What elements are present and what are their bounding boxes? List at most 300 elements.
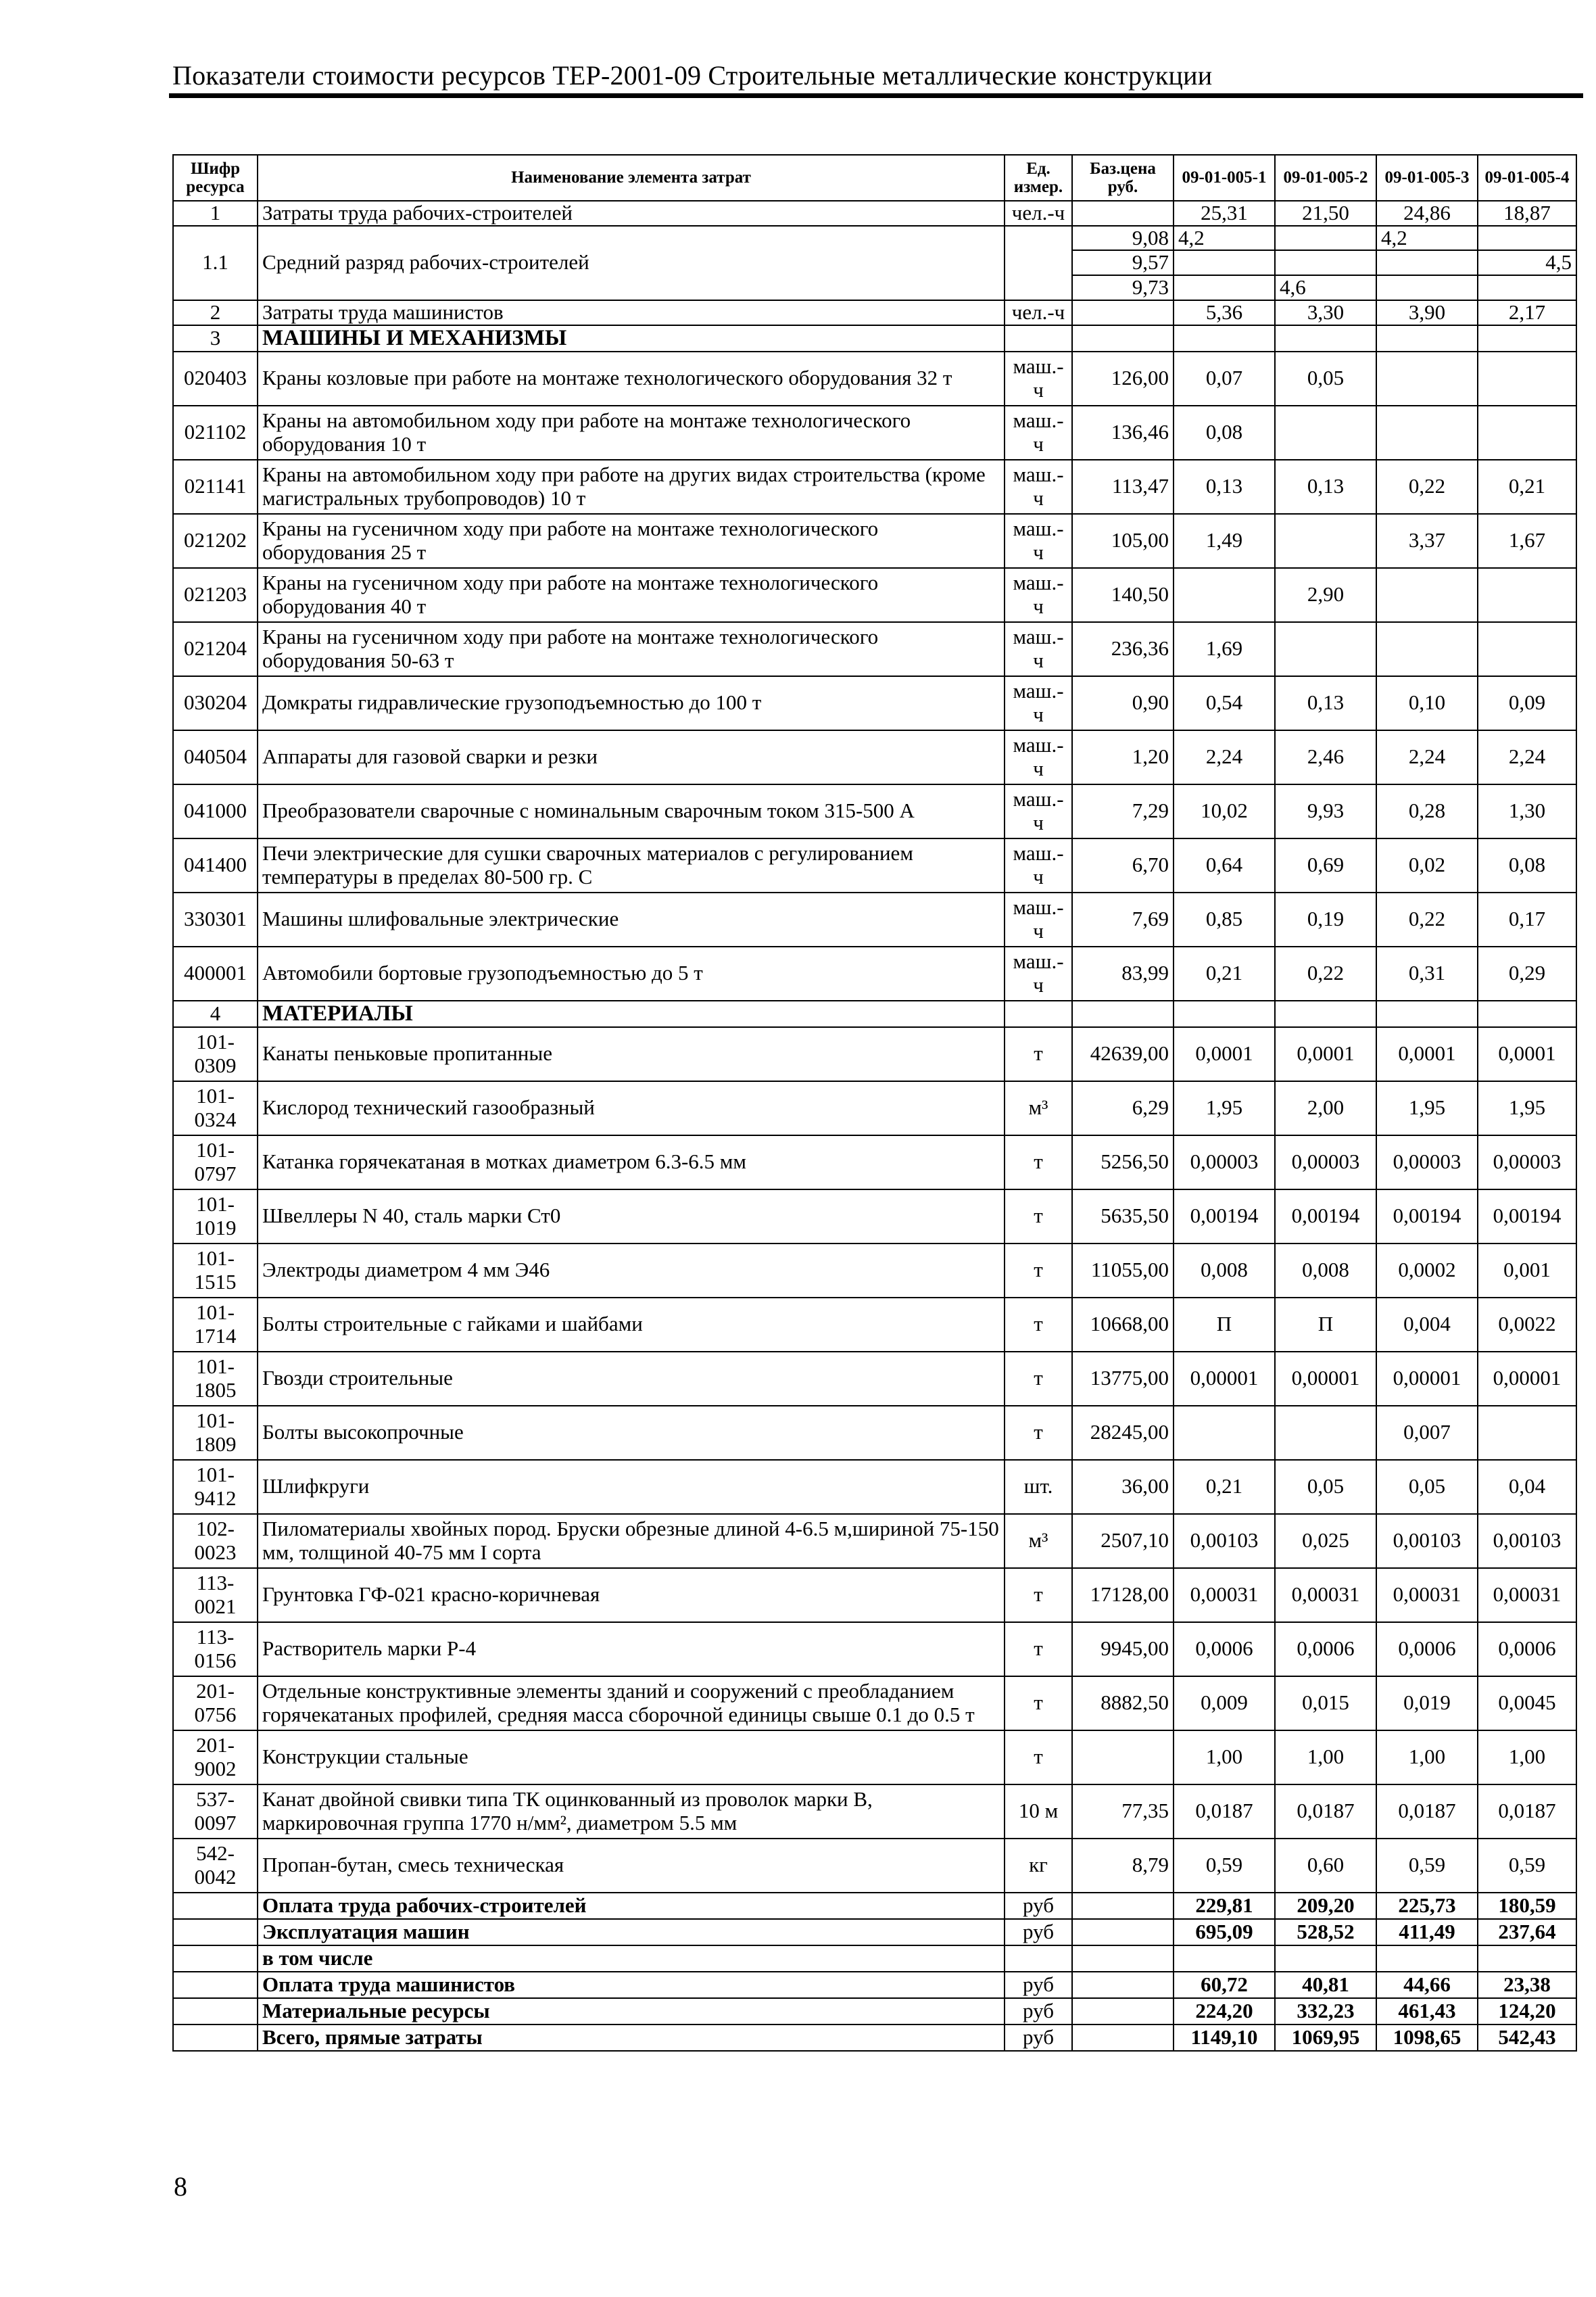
row-name: Шлифкруги <box>258 1460 1005 1514</box>
row-value: 0,00001 <box>1376 1352 1478 1406</box>
row-name: Растворитель марки Р-4 <box>258 1622 1005 1676</box>
machine-row <box>173 352 1576 406</box>
row-price <box>1072 1730 1174 1784</box>
grade-value: 4,6 <box>1275 275 1376 300</box>
row-name: Краны на автомобильном ходу при работе на других видах строительства (кроме магистральных трубопроводов) 10 т <box>258 460 1005 514</box>
row-value: 5,36 <box>1174 300 1275 325</box>
row-unit: м³ <box>1005 1514 1072 1568</box>
row-name: Грунтовка ГФ-021 красно-коричневая <box>258 1568 1005 1622</box>
row-value <box>1478 568 1576 622</box>
row-unit: маш.-ч <box>1005 406 1072 460</box>
total-row <box>173 1919 1576 1945</box>
row-value: 0,0006 <box>1275 1622 1376 1676</box>
total-value: 1149,10 <box>1174 2024 1275 2051</box>
row-value: 0,05 <box>1275 1460 1376 1514</box>
empty-cell <box>1072 1893 1174 1919</box>
row-unit <box>1005 226 1072 300</box>
row-value: 1,95 <box>1376 1081 1478 1135</box>
row-value: 0,19 <box>1275 893 1376 947</box>
machine-row <box>173 622 1576 676</box>
row-value: 1,67 <box>1478 514 1576 568</box>
row-name: Конструкции стальные <box>258 1730 1005 1784</box>
row-value: 1,00 <box>1478 1730 1576 1784</box>
row-price: 8882,50 <box>1072 1676 1174 1730</box>
table-header-row <box>173 155 1576 201</box>
machine-row <box>173 568 1576 622</box>
empty-cell <box>173 1945 258 1972</box>
row-value: 1,95 <box>1478 1081 1576 1135</box>
row-unit: т <box>1005 1406 1072 1460</box>
row-value: 0,00001 <box>1478 1352 1576 1406</box>
grade-value: 4,5 <box>1478 250 1576 275</box>
row-code: 021203 <box>173 568 258 622</box>
row-value: 0,00194 <box>1376 1189 1478 1244</box>
row-price: 11055,00 <box>1072 1244 1174 1298</box>
section-code: 4 <box>173 1001 258 1027</box>
row-name: Домкраты гидравлические грузоподъемностью до 100 т <box>258 676 1005 730</box>
machine-row <box>173 514 1576 568</box>
row-value: 0,008 <box>1275 1244 1376 1298</box>
row-unit: т <box>1005 1352 1072 1406</box>
row-code: 201-0756 <box>173 1676 258 1730</box>
section-row <box>173 1001 1576 1027</box>
row-value: 21,50 <box>1275 201 1376 226</box>
material-row <box>173 1298 1576 1352</box>
row-value: 0,21 <box>1174 947 1275 1001</box>
row-unit: т <box>1005 1298 1072 1352</box>
row-value: 0,00103 <box>1376 1514 1478 1568</box>
material-row <box>173 1189 1576 1244</box>
row-value: 2,24 <box>1174 730 1275 784</box>
row-value: 0,007 <box>1376 1406 1478 1460</box>
row-code: 113-0021 <box>173 1568 258 1622</box>
row-value: 0,04 <box>1478 1460 1576 1514</box>
row-value: 0,00001 <box>1174 1352 1275 1406</box>
row-price: 5256,50 <box>1072 1135 1174 1189</box>
material-row <box>173 1839 1576 1893</box>
row-name: Пиломатериалы хвойных пород. Бруски обрезные длиной 4-6.5 м,шириной 75-150 мм, толщиной 40-75 мм I сорта <box>258 1514 1005 1568</box>
total-value: 23,38 <box>1478 1972 1576 1998</box>
row-value: 0,0187 <box>1275 1784 1376 1839</box>
row-price: 236,36 <box>1072 622 1174 676</box>
row-value: 0,0006 <box>1478 1622 1576 1676</box>
row-value: 0,22 <box>1376 893 1478 947</box>
row-value <box>1478 406 1576 460</box>
column-header-c1: 09-01-005-1 <box>1174 155 1275 201</box>
total-value: 229,81 <box>1174 1893 1275 1919</box>
row-value: 0,29 <box>1478 947 1576 1001</box>
row-value: 2,90 <box>1275 568 1376 622</box>
empty-cell <box>1376 1001 1478 1027</box>
row-value: 0,00103 <box>1174 1514 1275 1568</box>
row-price: 136,46 <box>1072 406 1174 460</box>
row-code: 021141 <box>173 460 258 514</box>
row-value: 0,025 <box>1275 1514 1376 1568</box>
row-price: 105,00 <box>1072 514 1174 568</box>
material-row <box>173 1081 1576 1135</box>
row-value: 0,22 <box>1376 460 1478 514</box>
row-value: 25,31 <box>1174 201 1275 226</box>
row-value: 0,0022 <box>1478 1298 1576 1352</box>
grade-value <box>1478 275 1576 300</box>
row-code: 101-1714 <box>173 1298 258 1352</box>
row-code: 1 <box>173 201 258 226</box>
empty-cell <box>1072 1945 1174 1972</box>
row-price <box>1072 300 1174 325</box>
empty-cell <box>1072 1972 1174 1998</box>
row-unit: маш.-ч <box>1005 622 1072 676</box>
row-value: 3,90 <box>1376 300 1478 325</box>
row-value: 0,54 <box>1174 676 1275 730</box>
material-row <box>173 1730 1576 1784</box>
row-unit: т <box>1005 1189 1072 1244</box>
column-header-c3: 09-01-005-3 <box>1376 155 1478 201</box>
grade-value <box>1275 250 1376 275</box>
row-unit: т <box>1005 1244 1072 1298</box>
row-name: Канаты пеньковые пропитанные <box>258 1027 1005 1081</box>
row-value: 0,00003 <box>1275 1135 1376 1189</box>
row-price: 28245,00 <box>1072 1406 1174 1460</box>
row-value: 0,59 <box>1478 1839 1576 1893</box>
row-unit: т <box>1005 1676 1072 1730</box>
row-value <box>1174 568 1275 622</box>
row-unit: чел.-ч <box>1005 300 1072 325</box>
material-row <box>173 1244 1576 1298</box>
row-value: 0,0187 <box>1174 1784 1275 1839</box>
column-header-name: Наименование элемента затрат <box>258 155 1005 201</box>
row-name: Отдельные конструктивные элементы зданий и сооружений с преобладанием горячекатаных профилей, средняя масса сборочной единицы свыше 0.1 до 0.5 т <box>258 1676 1005 1730</box>
row-code: 021102 <box>173 406 258 460</box>
row-price: 6,29 <box>1072 1081 1174 1135</box>
row-name: Краны на автомобильном ходу при работе на монтаже технологического оборудования 10 т <box>258 406 1005 460</box>
row-value: 1,69 <box>1174 622 1275 676</box>
row-value: 0,0187 <box>1376 1784 1478 1839</box>
row-unit: т <box>1005 1027 1072 1081</box>
row-unit: маш.-ч <box>1005 352 1072 406</box>
row-value: 2,24 <box>1376 730 1478 784</box>
row-value <box>1174 1406 1275 1460</box>
grade-value <box>1376 275 1478 300</box>
machine-row <box>173 947 1576 1001</box>
material-row <box>173 1676 1576 1730</box>
row-value: 0,00194 <box>1174 1189 1275 1244</box>
row-value: 0,00003 <box>1478 1135 1576 1189</box>
material-row <box>173 1352 1576 1406</box>
empty-cell <box>1174 1001 1275 1027</box>
total-row <box>173 1893 1576 1919</box>
total-value: 44,66 <box>1376 1972 1478 1998</box>
row-value: 0,00003 <box>1376 1135 1478 1189</box>
row-code: 020403 <box>173 352 258 406</box>
row-value: 1,49 <box>1174 514 1275 568</box>
row-code: 040504 <box>173 730 258 784</box>
row-unit: маш.-ч <box>1005 947 1072 1001</box>
section-title: МАШИНЫ И МЕХАНИЗМЫ <box>258 325 1005 352</box>
machine-row <box>173 676 1576 730</box>
row-code: 201-9002 <box>173 1730 258 1784</box>
material-row <box>173 1027 1576 1081</box>
row-value: 0,17 <box>1478 893 1576 947</box>
row-value <box>1275 514 1376 568</box>
row-value: 0,05 <box>1275 352 1376 406</box>
material-row <box>173 1460 1576 1514</box>
row-name: Автомобили бортовые грузоподъемностью до 5 т <box>258 947 1005 1001</box>
row-value: 0,13 <box>1174 460 1275 514</box>
material-row <box>173 1135 1576 1189</box>
row-value: 9,93 <box>1275 784 1376 838</box>
row-code: 330301 <box>173 893 258 947</box>
empty-cell <box>173 2024 258 2051</box>
row-value: 0,08 <box>1174 406 1275 460</box>
row-value <box>1478 1406 1576 1460</box>
row-value: 0,0187 <box>1478 1784 1576 1839</box>
row-name: Швеллеры N 40, сталь марки Ст0 <box>258 1189 1005 1244</box>
row-value: 0,85 <box>1174 893 1275 947</box>
row-code: 537-0097 <box>173 1784 258 1839</box>
row-value: 0,21 <box>1174 1460 1275 1514</box>
total-value <box>1478 1945 1576 1972</box>
row-code: 101-0309 <box>173 1027 258 1081</box>
machine-row <box>173 406 1576 460</box>
row-code: 021202 <box>173 514 258 568</box>
resource-cost-table <box>172 154 1577 2052</box>
total-label: в том числе <box>258 1945 1005 1972</box>
grade-value <box>1376 250 1478 275</box>
row-unit: маш.-ч <box>1005 730 1072 784</box>
row-value: 24,86 <box>1376 201 1478 226</box>
row-value: 0,00031 <box>1478 1568 1576 1622</box>
row-price: 126,00 <box>1072 352 1174 406</box>
row-value: 0,0001 <box>1376 1027 1478 1081</box>
row-value: 0,004 <box>1376 1298 1478 1352</box>
total-unit: руб <box>1005 1919 1072 1945</box>
empty-cell <box>173 1972 258 1998</box>
row-value <box>1275 622 1376 676</box>
row-value: 0,00031 <box>1376 1568 1478 1622</box>
row-name: Краны на гусеничном ходу при работе на монтаже технологического оборудования 40 т <box>258 568 1005 622</box>
row-value: 0,015 <box>1275 1676 1376 1730</box>
row-value <box>1376 406 1478 460</box>
section-title: МАТЕРИАЛЫ <box>258 1001 1005 1027</box>
row-value: 0,001 <box>1478 1244 1576 1298</box>
total-unit <box>1005 1945 1072 1972</box>
row-value: 0,00194 <box>1478 1189 1576 1244</box>
column-header-code: Шифр ресурса <box>173 155 258 201</box>
row-value <box>1376 352 1478 406</box>
row-value <box>1478 622 1576 676</box>
row-value: 18,87 <box>1478 201 1576 226</box>
row-value: 0,00001 <box>1275 1352 1376 1406</box>
row-code: 101-1809 <box>173 1406 258 1460</box>
row-name: Кислород технический газообразный <box>258 1081 1005 1135</box>
row-value: 0,0045 <box>1478 1676 1576 1730</box>
total-unit: руб <box>1005 1972 1072 1998</box>
empty-cell <box>173 1998 258 2024</box>
total-value: 209,20 <box>1275 1893 1376 1919</box>
row-value <box>1275 406 1376 460</box>
total-value: 225,73 <box>1376 1893 1478 1919</box>
grade-price: 9,57 <box>1072 250 1174 275</box>
total-label: Оплата труда рабочих-строителей <box>258 1893 1005 1919</box>
row-price: 9945,00 <box>1072 1622 1174 1676</box>
row-price: 2507,10 <box>1072 1514 1174 1568</box>
row-unit: т <box>1005 1135 1072 1189</box>
row-price: 42639,00 <box>1072 1027 1174 1081</box>
row-value: 0,00003 <box>1174 1135 1275 1189</box>
row-name: Затраты труда машинистов <box>258 300 1005 325</box>
row-value <box>1376 622 1478 676</box>
row-value: П <box>1275 1298 1376 1352</box>
row-value: 2,00 <box>1275 1081 1376 1135</box>
total-value: 528,52 <box>1275 1919 1376 1945</box>
material-row <box>173 1406 1576 1460</box>
row-value: 0,28 <box>1376 784 1478 838</box>
labor-row <box>173 201 1576 226</box>
row-value: 0,05 <box>1376 1460 1478 1514</box>
row-code: 101-1805 <box>173 1352 258 1406</box>
empty-cell <box>1005 1001 1072 1027</box>
total-value: 224,20 <box>1174 1998 1275 2024</box>
row-value <box>1376 568 1478 622</box>
row-value: 0,00103 <box>1478 1514 1576 1568</box>
row-value: 0,08 <box>1478 838 1576 893</box>
total-row <box>173 1998 1576 2024</box>
row-name: Краны козловые при работе на монтаже технологического оборудования 32 т <box>258 352 1005 406</box>
row-value: 0,59 <box>1376 1839 1478 1893</box>
row-price: 36,00 <box>1072 1460 1174 1514</box>
row-value: 3,37 <box>1376 514 1478 568</box>
row-value: 1,00 <box>1376 1730 1478 1784</box>
grade-price: 9,08 <box>1072 226 1174 251</box>
row-price: 113,47 <box>1072 460 1174 514</box>
total-unit: руб <box>1005 1893 1072 1919</box>
empty-cell <box>1072 1919 1174 1945</box>
row-value: 0,00194 <box>1275 1189 1376 1244</box>
row-value: 0,22 <box>1275 947 1376 1001</box>
page-number: 8 <box>174 2171 187 2202</box>
column-header-c4: 09-01-005-4 <box>1478 155 1576 201</box>
row-value: 1,00 <box>1275 1730 1376 1784</box>
total-row <box>173 2024 1576 2051</box>
row-name: Затраты труда рабочих-строителей <box>258 201 1005 226</box>
row-name: Краны на гусеничном ходу при работе на монтаже технологического оборудования 50-63 т <box>258 622 1005 676</box>
operators-row <box>173 300 1576 325</box>
row-price <box>1072 201 1174 226</box>
material-row <box>173 1784 1576 1839</box>
total-value: 695,09 <box>1174 1919 1275 1945</box>
empty-cell <box>1072 1998 1174 2024</box>
row-unit: маш.-ч <box>1005 838 1072 893</box>
row-price: 1,20 <box>1072 730 1174 784</box>
column-header-price: Баз.цена руб. <box>1072 155 1174 201</box>
row-value: 10,02 <box>1174 784 1275 838</box>
row-unit: 10 м <box>1005 1784 1072 1839</box>
row-value: 0,0001 <box>1275 1027 1376 1081</box>
grade-value <box>1174 275 1275 300</box>
row-value: 1,00 <box>1174 1730 1275 1784</box>
row-name: Машины шлифовальные электрические <box>258 893 1005 947</box>
row-code: 1.1 <box>173 226 258 300</box>
row-value: 0,64 <box>1174 838 1275 893</box>
grade-value <box>1478 226 1576 251</box>
machine-row <box>173 784 1576 838</box>
row-unit: маш.-ч <box>1005 568 1072 622</box>
row-value <box>1478 352 1576 406</box>
total-value <box>1376 1945 1478 1972</box>
page-header: Показатели стоимости ресурсов ТЕР-2001-09 Строительные металлические конструкции <box>172 60 1213 91</box>
row-name: Краны на гусеничном ходу при работе на монтаже технологического оборудования 25 т <box>258 514 1005 568</box>
row-value: 2,24 <box>1478 730 1576 784</box>
row-name: Электроды диаметром 4 мм Э46 <box>258 1244 1005 1298</box>
row-value: 0,60 <box>1275 1839 1376 1893</box>
row-unit: т <box>1005 1568 1072 1622</box>
row-name: Канат двойной свивки типа ТК оцинкованный из проволок марки В, маркировочная группа 1770 н/мм², диаметром 5.5 мм <box>258 1784 1005 1839</box>
grade-price: 9,73 <box>1072 275 1174 300</box>
total-value: 180,59 <box>1478 1893 1576 1919</box>
row-value: 1,95 <box>1174 1081 1275 1135</box>
total-label: Оплата труда машинистов <box>258 1972 1005 1998</box>
total-row <box>173 1972 1576 1998</box>
total-value: 332,23 <box>1275 1998 1376 2024</box>
total-value: 60,72 <box>1174 1972 1275 1998</box>
row-value: 1,30 <box>1478 784 1576 838</box>
row-price: 6,70 <box>1072 838 1174 893</box>
row-value: 0,13 <box>1275 460 1376 514</box>
row-unit: кг <box>1005 1839 1072 1893</box>
row-unit: маш.-ч <box>1005 514 1072 568</box>
row-code: 102-0023 <box>173 1514 258 1568</box>
grade-row <box>173 226 1576 251</box>
row-value: 0,0001 <box>1174 1027 1275 1081</box>
machine-row <box>173 893 1576 947</box>
row-code: 030204 <box>173 676 258 730</box>
row-code: 041000 <box>173 784 258 838</box>
row-price: 5635,50 <box>1072 1189 1174 1244</box>
row-value: 0,0006 <box>1376 1622 1478 1676</box>
row-value: 0,02 <box>1376 838 1478 893</box>
empty-cell <box>173 1919 258 1945</box>
row-value: 0,07 <box>1174 352 1275 406</box>
row-code: 101-0797 <box>173 1135 258 1189</box>
material-row <box>173 1514 1576 1568</box>
row-name: Гвозди строительные <box>258 1352 1005 1406</box>
total-value: 1069,95 <box>1275 2024 1376 2051</box>
row-unit: т <box>1005 1730 1072 1784</box>
row-price: 77,35 <box>1072 1784 1174 1839</box>
section-code: 3 <box>173 325 258 352</box>
total-label: Материальные ресурсы <box>258 1998 1005 2024</box>
row-unit: т <box>1005 1622 1072 1676</box>
row-name: Болты строительные с гайками и шайбами <box>258 1298 1005 1352</box>
row-unit: маш.-ч <box>1005 784 1072 838</box>
empty-cell <box>1072 2024 1174 2051</box>
row-value: 0,0002 <box>1376 1244 1478 1298</box>
row-value: 0,009 <box>1174 1676 1275 1730</box>
total-unit: руб <box>1005 1998 1072 2024</box>
empty-cell <box>1478 1001 1576 1027</box>
row-code: 101-9412 <box>173 1460 258 1514</box>
row-name: Средний разряд рабочих-строителей <box>258 226 1005 300</box>
empty-cell <box>173 1893 258 1919</box>
machine-row <box>173 460 1576 514</box>
row-code: 113-0156 <box>173 1622 258 1676</box>
row-value: 0,00031 <box>1174 1568 1275 1622</box>
row-value: 0,0006 <box>1174 1622 1275 1676</box>
machine-row <box>173 838 1576 893</box>
row-value: 2,46 <box>1275 730 1376 784</box>
total-row <box>173 1945 1576 1972</box>
row-price: 7,29 <box>1072 784 1174 838</box>
